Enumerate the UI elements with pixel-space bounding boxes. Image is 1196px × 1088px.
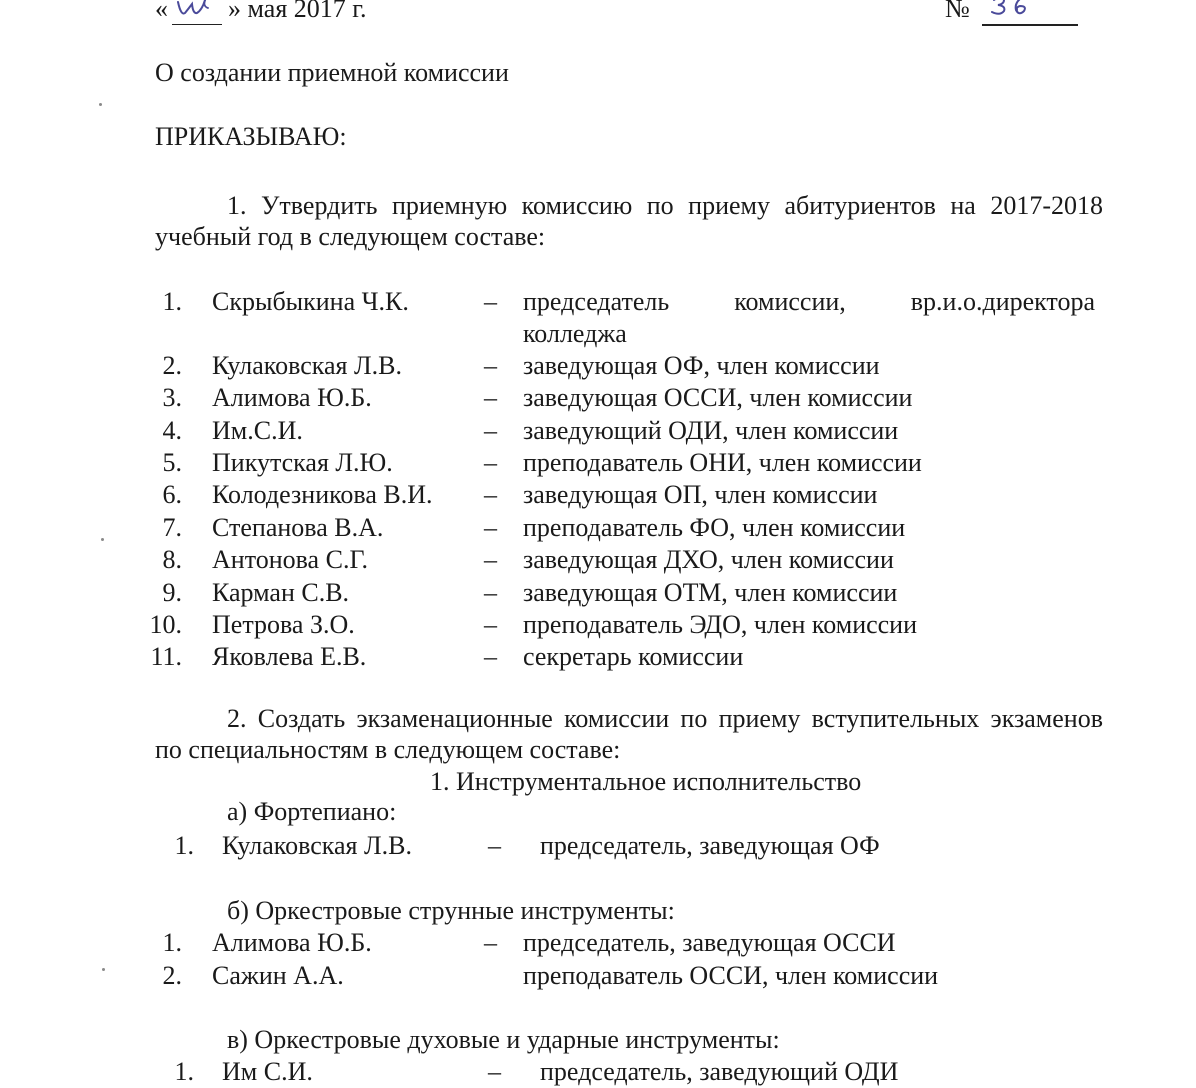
list-item <box>0 544 1196 576</box>
handwritten-number <box>982 0 1078 24</box>
member-name: Пикутская Л.Ю. <box>212 448 393 477</box>
list-item <box>0 382 1196 414</box>
item-number: 1. <box>174 831 194 860</box>
handwritten-day <box>172 0 222 24</box>
member-role: преподаватель ОНИ, член комиссии <box>523 448 922 477</box>
scan-speck <box>102 968 105 971</box>
member-name: Кулаковская Л.В. <box>222 831 412 860</box>
item-number: 4. <box>162 416 182 445</box>
member-name: Им С.И. <box>222 1057 313 1086</box>
list-item <box>0 830 1196 862</box>
member-role: заведующая ДХО, член комиссии <box>523 545 894 574</box>
dash: – <box>484 545 497 574</box>
scan-speck <box>101 538 104 541</box>
member-name: Алимова Ю.Б. <box>212 928 372 957</box>
order-number-label: № <box>945 0 970 23</box>
dash: – <box>484 642 497 671</box>
item-number: 5. <box>162 448 182 477</box>
item-number: 7. <box>162 513 182 542</box>
member-name: Алимова Ю.Б. <box>212 383 372 412</box>
member-name: Скрыбыкина Ч.К. <box>212 287 409 316</box>
member-role: заведующий ОДИ, член комиссии <box>523 416 899 445</box>
member-name: Карман С.В. <box>212 578 350 607</box>
item-number: 6. <box>162 480 182 509</box>
dash: – <box>484 513 497 542</box>
list-item <box>0 609 1196 641</box>
order-heading: ПРИКАЗЫВАЮ: <box>155 122 347 151</box>
scan-speck <box>99 103 102 106</box>
member-name: Им.С.И. <box>212 416 303 445</box>
dash: – <box>484 610 497 639</box>
dash: – <box>488 1057 501 1086</box>
order-number-field <box>982 0 1078 26</box>
member-name: Яковлева Е.В. <box>212 642 367 671</box>
dash: – <box>484 383 497 412</box>
member-name: Сажин А.А. <box>212 961 344 990</box>
list-item <box>0 512 1196 544</box>
item-number: 11. <box>150 642 182 671</box>
item-number: 1. <box>162 928 182 957</box>
item-number: 10. <box>149 610 182 639</box>
list-item <box>0 447 1196 479</box>
item-1-text: 1. Утвердить приемную комиссию по приему абитуриентов на 2017-2018 учебный год в следующем составе: <box>155 191 1103 251</box>
item-number: 1. <box>174 1057 194 1086</box>
dash: – <box>484 287 497 316</box>
list-item <box>0 350 1196 382</box>
item-number: 2. <box>162 351 182 380</box>
member-role: заведующая ОТМ, член комиссии <box>523 578 898 607</box>
dash: – <box>484 416 497 445</box>
subsection-a-title: а) Фортепиано: <box>227 797 397 826</box>
specialty-heading: 1. Инструментальное исполнительство <box>430 767 862 796</box>
member-role: председатель, заведующая ОФ <box>540 831 880 860</box>
member-name: Петрова З.О. <box>212 610 355 639</box>
member-role: заведующая ОП, член комиссии <box>523 480 878 509</box>
item-number: 3. <box>162 383 182 412</box>
list-item <box>0 415 1196 447</box>
member-name: Кулаковская Л.В. <box>212 351 402 380</box>
subsection-c-title: в) Оркестровые духовые и ударные инструменты: <box>227 1025 780 1054</box>
dash: – <box>484 480 497 509</box>
list-item <box>0 286 1196 318</box>
item-2-text: 2. Создать экзаменационные комиссии по приему вступительных экзаменов по специальностям в следующем составе: <box>155 704 1103 764</box>
member-role: заведующая ОССИ, член комиссии <box>523 383 913 412</box>
item-number: 8. <box>162 545 182 574</box>
dash: – <box>484 448 497 477</box>
list-item <box>0 479 1196 511</box>
member-name: Колодезникова В.И. <box>212 480 433 509</box>
member-role: преподаватель ФО, член комиссии <box>523 513 906 542</box>
member-role: преподаватель ОССИ, член комиссии <box>523 961 939 990</box>
member-role-continued: колледжа <box>523 319 627 348</box>
member-role: заведующая ОФ, член комиссии <box>523 351 880 380</box>
quote-open: « <box>155 0 168 23</box>
item-2-paragraph <box>155 703 1103 765</box>
list-item <box>0 1056 1196 1088</box>
item-1-paragraph <box>155 190 1103 252</box>
member-name: Антонова С.Г. <box>212 545 369 574</box>
list-item <box>0 577 1196 609</box>
subsection-b-title: б) Оркестровые струнные инструменты: <box>227 896 675 925</box>
list-item <box>0 641 1196 673</box>
list-item <box>0 960 1196 992</box>
member-role: преподаватель ЭДО, член комиссии <box>523 610 918 639</box>
item-number: 9. <box>162 578 182 607</box>
dash: – <box>484 928 497 957</box>
member-role: председатель, заведующий ОДИ <box>540 1057 899 1086</box>
date-month-year: » мая 2017 г. <box>228 0 367 23</box>
dash: – <box>488 831 501 860</box>
dash: – <box>484 578 497 607</box>
dash: – <box>484 351 497 380</box>
date-day-field <box>172 0 222 25</box>
list-item-continuation <box>0 318 1196 350</box>
member-name: Степанова В.А. <box>212 513 384 542</box>
list-item <box>0 927 1196 959</box>
item-number: 1. <box>162 287 182 316</box>
member-role: председатель комиссии, вр.и.о.директора <box>523 287 1095 316</box>
member-role: секретарь комиссии <box>523 642 744 671</box>
item-number: 2. <box>162 961 182 990</box>
member-role: председатель, заведующая ОССИ <box>523 928 896 957</box>
document-subject: О создании приемной комиссии <box>155 58 509 87</box>
